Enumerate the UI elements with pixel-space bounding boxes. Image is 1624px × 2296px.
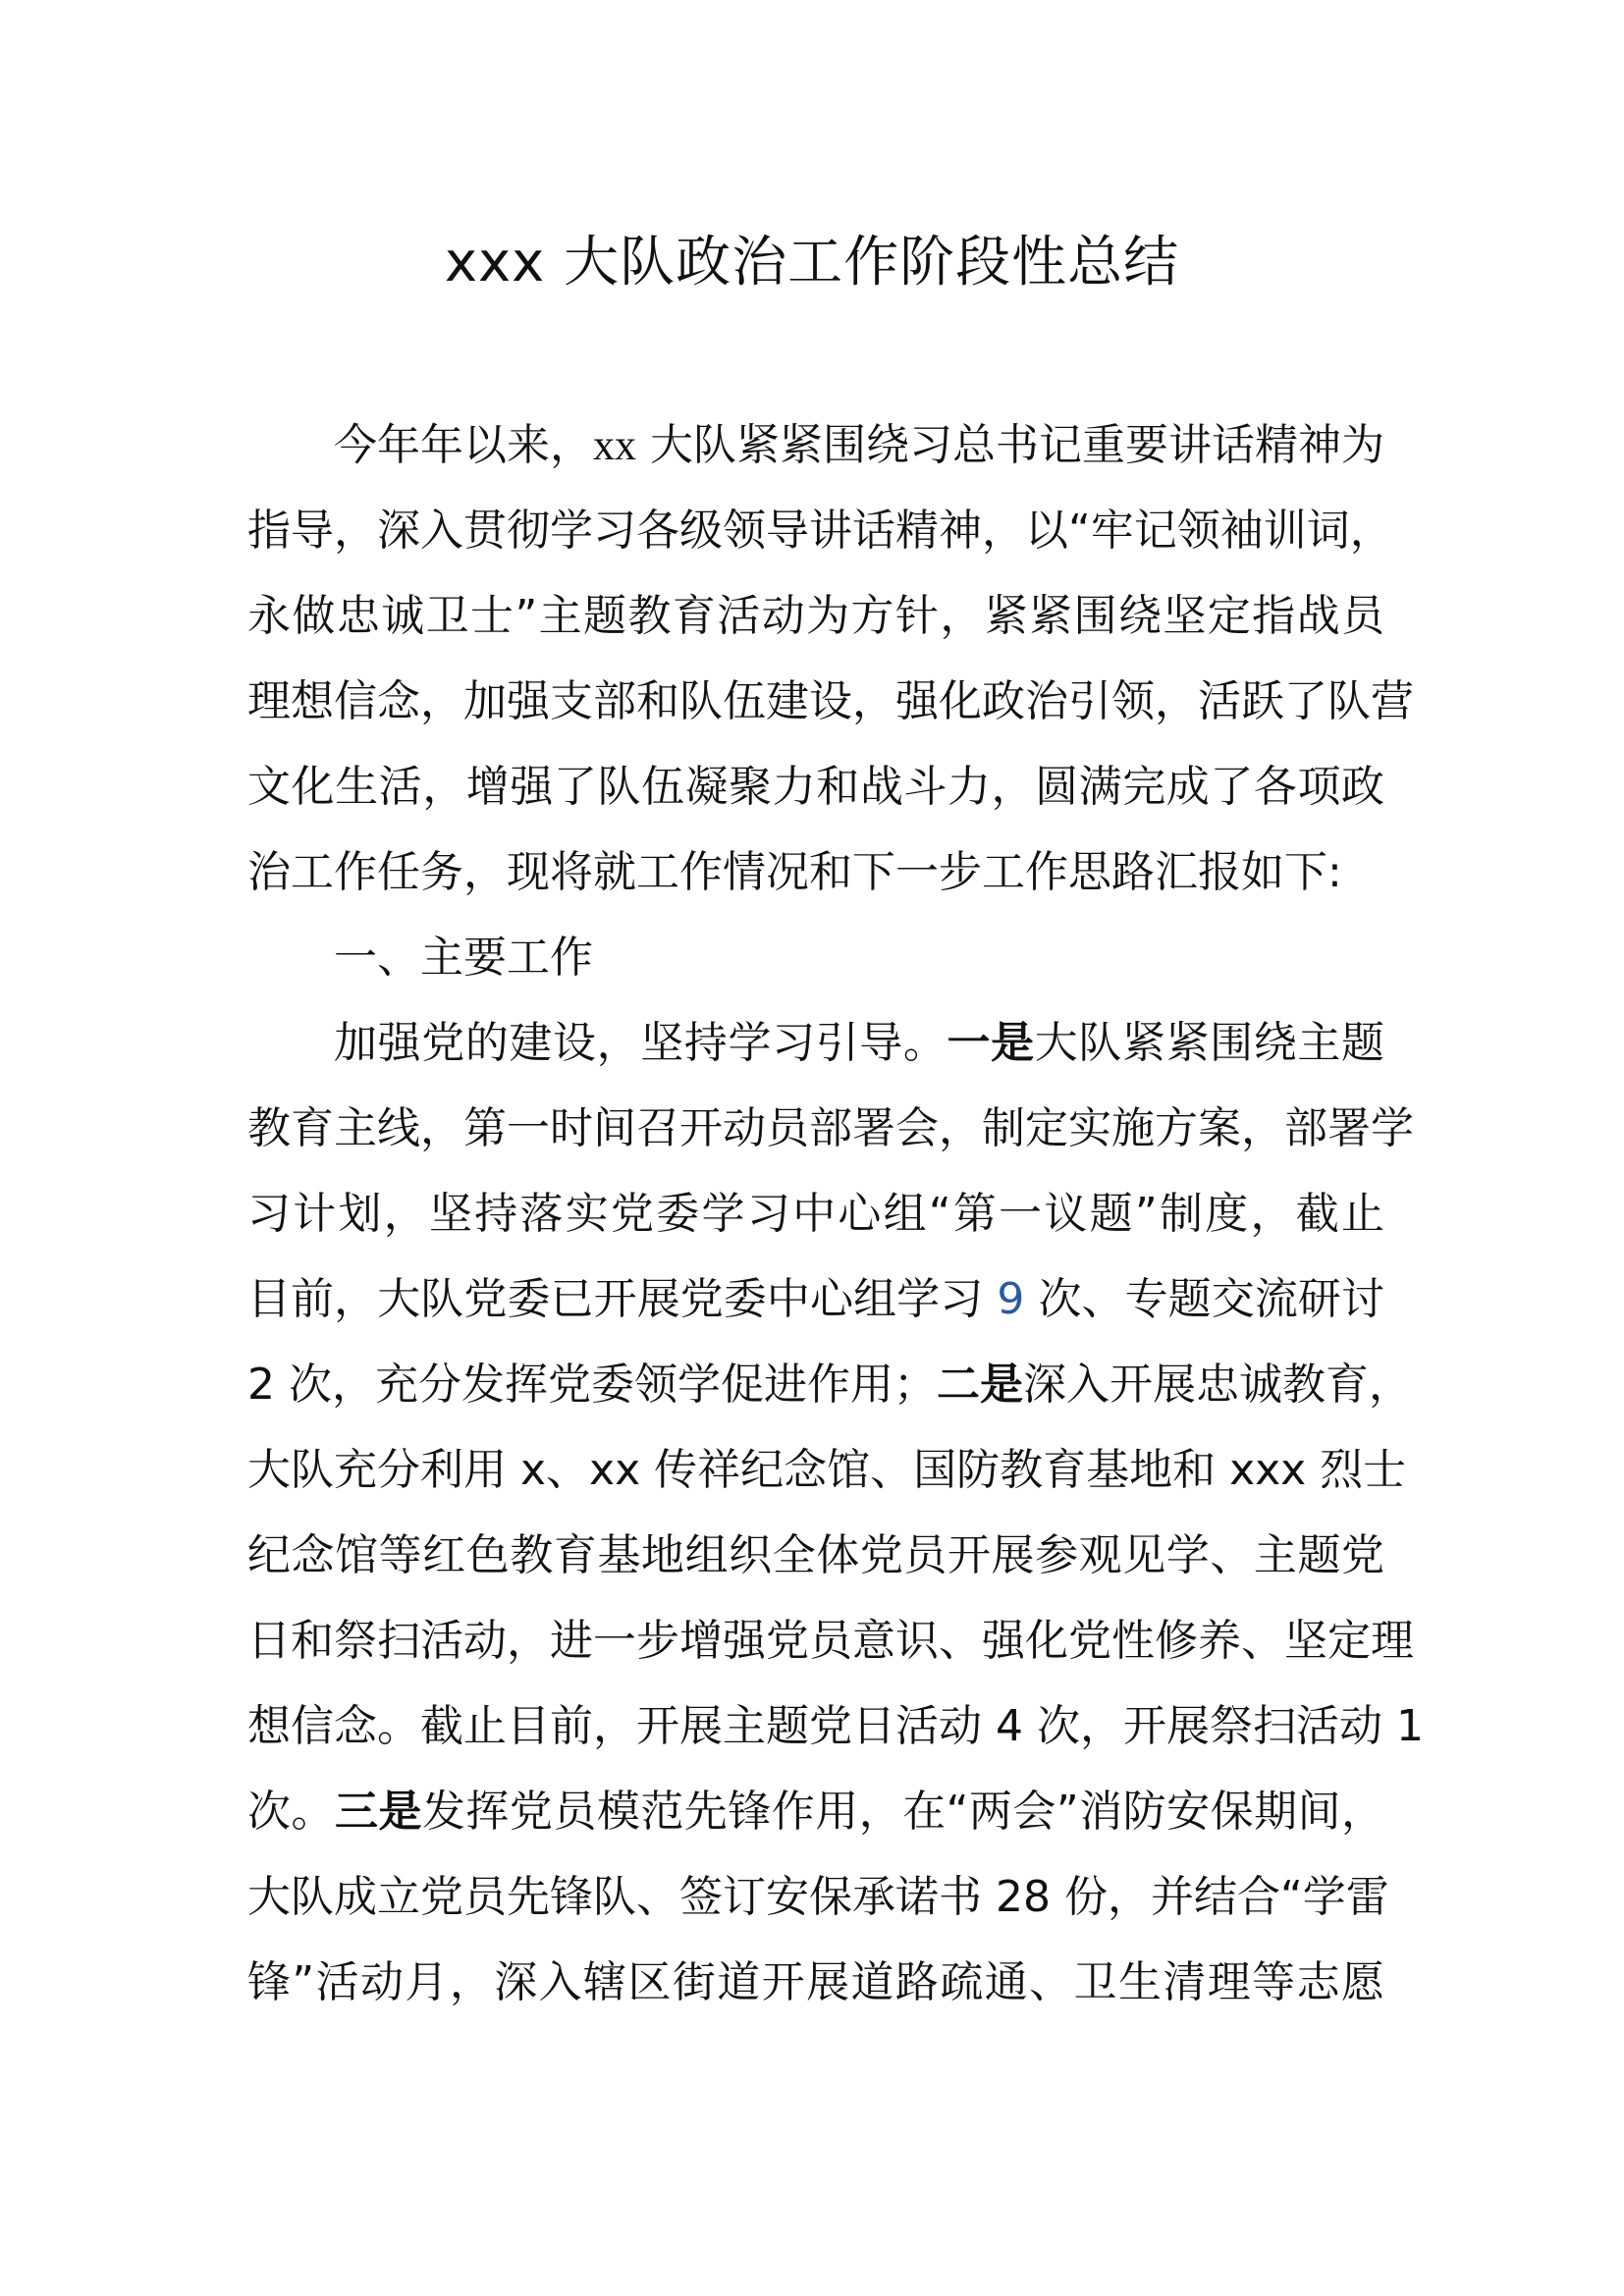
text-segment: 理想信念，加强支部和队伍建设，强化政治引领，活跃了队营: [247, 676, 1414, 726]
text-segment: 大队充分利用 x、xx 传祥纪念馆、国防教育基地和 xxx 烈士: [247, 1445, 1407, 1495]
paragraph-line: [247, 1854, 1389, 1940]
text-segment: 习计划，坚持落实党委学习中心组“第一议题”制度，截止: [247, 1189, 1384, 1239]
paragraph-line: [247, 1000, 1384, 1086]
text-segment: 深入开展忠诚教育，: [1022, 1360, 1412, 1410]
paragraph-line: [247, 1086, 1414, 1171]
text-segment: 次、专题交流研讨: [1024, 1274, 1384, 1324]
paragraph-line: [247, 1171, 1384, 1256]
text-segment: 次。: [247, 1787, 335, 1837]
paragraph-line: [247, 573, 1384, 659]
paragraph-line: [247, 488, 1393, 573]
bold-text: 一是: [947, 1018, 1035, 1068]
paragraph-line: [247, 1683, 1424, 1769]
bold-text: 二是: [936, 1360, 1023, 1410]
paragraph-line: [247, 1513, 1384, 1598]
text-segment: 大队成立党员先锋队、签订安保承诺书 28 份，并结合“学雷: [247, 1872, 1389, 1922]
bold-text: 三是: [334, 1787, 422, 1837]
paragraph-line: [247, 1598, 1414, 1683]
document-title: xxx 大队政治工作阶段性总结: [444, 231, 1180, 294]
paragraph-line: [247, 659, 1414, 744]
paragraph-line: [247, 1256, 1384, 1342]
text-segment: 永做忠诚卫士”主题教育活动为方针，紧紧围绕坚定指战员: [247, 591, 1384, 641]
paragraph-line: [247, 1940, 1384, 2025]
highlighted-number: 9: [997, 1274, 1025, 1324]
text-segment: 2 次，充分发挥党委领学促进作用；: [247, 1360, 937, 1410]
document-body: [247, 402, 1424, 2025]
paragraph-line: [247, 744, 1384, 829]
text-segment: 一、主要工作: [334, 933, 593, 983]
paragraph-line: [247, 1769, 1384, 1854]
text-segment: 目前，大队党委已开展党委中心组学习: [247, 1274, 998, 1324]
text-segment: 指导，深入贯彻学习各级领导讲话精神，以“牢记领袖训词，: [247, 506, 1393, 556]
text-segment: 今年年以来，: [334, 420, 593, 470]
text-segment: 治工作任务，现将就工作情况和下一步工作思路汇报如下:: [247, 847, 1342, 897]
text-segment: 锋”活动月，深入辖区街道开展道路疏通、卫生清理等志愿: [247, 1957, 1384, 2007]
text-segment: 教育主线，第一时间召开动员部署会，制定实施方案，部署学: [247, 1103, 1414, 1153]
text-segment: 日和祭扫活动，进一步增强党员意识、强化党性修养、坚定理: [247, 1616, 1414, 1666]
paragraph-line: [247, 1342, 1412, 1427]
text-segment: 纪念馆等红色教育基地组织全体党员开展参观见学、主题党: [247, 1530, 1384, 1580]
paragraph-line: [247, 829, 1384, 915]
section-heading: [247, 915, 1384, 1000]
text-segment: 大队紧紧围绕习总书记重要讲话精神为: [636, 420, 1384, 470]
text-segment: 文化生活，增强了队伍凝聚力和战斗力，圆满完成了各项政: [247, 762, 1384, 812]
paragraph-line: [247, 1427, 1407, 1513]
text-segment: 加强党的建设，坚持学习引导。: [334, 1018, 947, 1068]
text-segment: 想信念。截止目前，开展主题党日活动 4 次，开展祭扫活动 1: [247, 1701, 1424, 1751]
text-segment: 大队紧紧围绕主题: [1034, 1018, 1385, 1068]
text-segment: 发挥党员模范先锋作用，在“两会”消防安保期间，: [421, 1787, 1385, 1837]
paragraph-line: [247, 402, 1384, 488]
text-segment: xx: [593, 421, 636, 469]
